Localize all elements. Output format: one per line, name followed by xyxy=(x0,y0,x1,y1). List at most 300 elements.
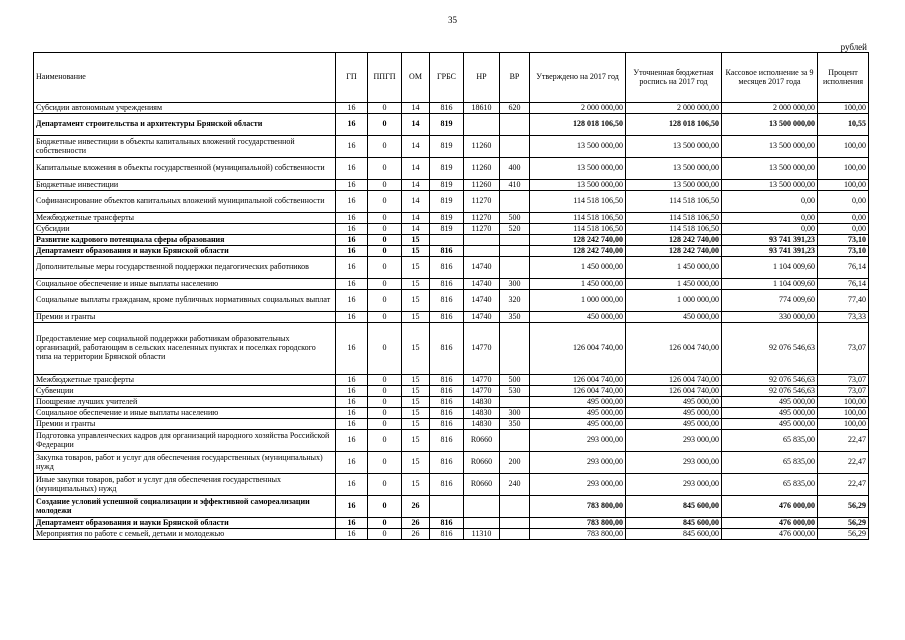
row-grbs: 819 xyxy=(430,136,464,158)
row-grbs: 816 xyxy=(430,279,464,290)
row-ppgp: 0 xyxy=(368,136,402,158)
row-approved: 1 450 000,00 xyxy=(530,257,626,279)
table-row xyxy=(34,191,869,213)
row-approved: 495 000,00 xyxy=(530,397,626,408)
row-revised: 126 004 740,00 xyxy=(626,375,722,386)
row-gp: 16 xyxy=(336,257,368,279)
row-name: Мероприятия по работе с семьей, детьми и молодежью xyxy=(34,529,336,540)
row-np: 11270 xyxy=(464,224,500,235)
row-percent: 10,55 xyxy=(818,114,869,136)
row-approved: 783 800,00 xyxy=(530,529,626,540)
row-name: Субсидии автономным учреждениям xyxy=(34,103,336,114)
row-cash: 13 500 000,00 xyxy=(722,136,818,158)
row-np: 11260 xyxy=(464,158,500,180)
row-revised: 845 600,00 xyxy=(626,529,722,540)
row-grbs: 816 xyxy=(430,257,464,279)
row-om: 15 xyxy=(402,257,430,279)
header-revised: Уточненная бюджетная роспись на 2017 год xyxy=(626,53,722,103)
row-percent: 100,00 xyxy=(818,408,869,419)
row-ppgp: 0 xyxy=(368,224,402,235)
row-gp: 16 xyxy=(336,496,368,518)
row-cash: 13 500 000,00 xyxy=(722,114,818,136)
row-gp: 16 xyxy=(336,136,368,158)
row-revised: 114 518 106,50 xyxy=(626,191,722,213)
row-grbs: 816 xyxy=(430,419,464,430)
row-cash: 93 741 391,23 xyxy=(722,246,818,257)
row-np: 11270 xyxy=(464,191,500,213)
row-ppgp: 0 xyxy=(368,290,402,312)
row-revised: 128 242 740,00 xyxy=(626,235,722,246)
row-np: 11310 xyxy=(464,529,500,540)
row-percent: 0,00 xyxy=(818,213,869,224)
row-revised: 13 500 000,00 xyxy=(626,158,722,180)
row-grbs xyxy=(430,235,464,246)
row-np: 14740 xyxy=(464,279,500,290)
header-approved: Утверждено на 2017 год xyxy=(530,53,626,103)
row-cash: 13 500 000,00 xyxy=(722,180,818,191)
row-om: 26 xyxy=(402,496,430,518)
row-np: 18610 xyxy=(464,103,500,114)
row-np: 11270 xyxy=(464,213,500,224)
row-grbs: 816 xyxy=(430,386,464,397)
row-vr xyxy=(500,397,530,408)
table-row xyxy=(34,386,869,397)
row-approved: 13 500 000,00 xyxy=(530,136,626,158)
row-percent: 100,00 xyxy=(818,136,869,158)
row-vr xyxy=(500,257,530,279)
row-cash: 92 076 546,63 xyxy=(722,386,818,397)
row-name: Предоставление мер социальной поддержки работникам образовательных организаций, работающим в сельских населенных пунктах и поселках городского типа на территории Брянской области xyxy=(34,323,336,375)
row-percent: 0,00 xyxy=(818,191,869,213)
table-row xyxy=(34,529,869,540)
row-gp: 16 xyxy=(336,235,368,246)
table-body xyxy=(34,103,869,540)
row-vr xyxy=(500,235,530,246)
table-row xyxy=(34,180,869,191)
units-label: рублей xyxy=(840,42,867,52)
table-row xyxy=(34,323,869,375)
row-ppgp: 0 xyxy=(368,191,402,213)
row-ppgp: 0 xyxy=(368,158,402,180)
row-gp: 16 xyxy=(336,397,368,408)
row-percent: 22,47 xyxy=(818,474,869,496)
row-np: 14830 xyxy=(464,397,500,408)
row-vr xyxy=(500,529,530,540)
row-np: 14830 xyxy=(464,419,500,430)
header-percent: Процент исполнения xyxy=(818,53,869,103)
row-gp: 16 xyxy=(336,191,368,213)
row-cash: 65 835,00 xyxy=(722,474,818,496)
row-ppgp: 0 xyxy=(368,397,402,408)
row-np: 11260 xyxy=(464,180,500,191)
row-np: R0660 xyxy=(464,474,500,496)
row-vr: 500 xyxy=(500,375,530,386)
row-cash: 2 000 000,00 xyxy=(722,103,818,114)
row-ppgp: 0 xyxy=(368,180,402,191)
row-name: Капитальные вложения в объекты государственной (муниципальной) собственности xyxy=(34,158,336,180)
row-percent: 76,14 xyxy=(818,279,869,290)
row-np xyxy=(464,235,500,246)
table-row xyxy=(34,397,869,408)
row-name: Бюджетные инвестиции в объекты капитальных вложений государственной собственности xyxy=(34,136,336,158)
header-cash: Кассовое исполнение за 9 месяцев 2017 года xyxy=(722,53,818,103)
header-grbs: ГРБС xyxy=(430,53,464,103)
row-percent: 22,47 xyxy=(818,430,869,452)
row-vr: 300 xyxy=(500,408,530,419)
row-cash: 1 104 009,60 xyxy=(722,279,818,290)
row-ppgp: 0 xyxy=(368,279,402,290)
row-percent: 73,07 xyxy=(818,375,869,386)
row-cash: 0,00 xyxy=(722,213,818,224)
row-vr xyxy=(500,136,530,158)
row-vr: 520 xyxy=(500,224,530,235)
row-revised: 126 004 740,00 xyxy=(626,323,722,375)
row-gp: 16 xyxy=(336,375,368,386)
row-grbs: 819 xyxy=(430,224,464,235)
table-row xyxy=(34,235,869,246)
row-gp: 16 xyxy=(336,323,368,375)
row-om: 14 xyxy=(402,191,430,213)
row-cash: 65 835,00 xyxy=(722,452,818,474)
row-name: Бюджетные инвестиции xyxy=(34,180,336,191)
row-percent: 100,00 xyxy=(818,158,869,180)
row-vr xyxy=(500,191,530,213)
row-cash: 495 000,00 xyxy=(722,397,818,408)
row-approved: 783 800,00 xyxy=(530,518,626,529)
row-np: R0660 xyxy=(464,430,500,452)
row-ppgp: 0 xyxy=(368,323,402,375)
row-name: Межбюджетные трансферты xyxy=(34,213,336,224)
row-ppgp: 0 xyxy=(368,257,402,279)
header-name: Наименование xyxy=(34,53,336,103)
row-vr: 530 xyxy=(500,386,530,397)
row-om: 14 xyxy=(402,103,430,114)
budget-table xyxy=(33,52,869,540)
row-name: Иные закупки товаров, работ и услуг для обеспечения государственных (муниципальных) нужд xyxy=(34,474,336,496)
row-om: 15 xyxy=(402,235,430,246)
row-np xyxy=(464,496,500,518)
row-approved: 495 000,00 xyxy=(530,419,626,430)
row-name: Субсидии xyxy=(34,224,336,235)
row-approved: 13 500 000,00 xyxy=(530,158,626,180)
row-grbs: 816 xyxy=(430,323,464,375)
row-vr: 350 xyxy=(500,312,530,323)
row-ppgp: 0 xyxy=(368,235,402,246)
table-row xyxy=(34,213,869,224)
row-percent: 100,00 xyxy=(818,103,869,114)
row-revised: 126 004 740,00 xyxy=(626,386,722,397)
row-cash: 495 000,00 xyxy=(722,408,818,419)
row-np: 11260 xyxy=(464,136,500,158)
row-name: Дополнительные меры государственной поддержки педагогических работников xyxy=(34,257,336,279)
row-cash: 92 076 546,63 xyxy=(722,323,818,375)
row-name: Премии и гранты xyxy=(34,312,336,323)
row-np xyxy=(464,518,500,529)
row-np: 14770 xyxy=(464,386,500,397)
row-gp: 16 xyxy=(336,312,368,323)
row-name: Софинансирование объектов капитальных вложений муниципальной собственности xyxy=(34,191,336,213)
table-row xyxy=(34,474,869,496)
row-om: 14 xyxy=(402,180,430,191)
table-row xyxy=(34,279,869,290)
row-grbs: 816 xyxy=(430,474,464,496)
row-gp: 16 xyxy=(336,386,368,397)
row-revised: 495 000,00 xyxy=(626,419,722,430)
row-ppgp: 0 xyxy=(368,496,402,518)
row-revised: 495 000,00 xyxy=(626,397,722,408)
row-vr: 620 xyxy=(500,103,530,114)
row-ppgp: 0 xyxy=(368,430,402,452)
row-percent: 100,00 xyxy=(818,397,869,408)
header-gp: ГП xyxy=(336,53,368,103)
table-row xyxy=(34,257,869,279)
row-cash: 495 000,00 xyxy=(722,419,818,430)
row-percent: 73,10 xyxy=(818,246,869,257)
row-approved: 114 518 106,50 xyxy=(530,191,626,213)
table-row xyxy=(34,114,869,136)
row-revised: 1 000 000,00 xyxy=(626,290,722,312)
row-gp: 16 xyxy=(336,279,368,290)
row-cash: 330 000,00 xyxy=(722,312,818,323)
row-cash: 13 500 000,00 xyxy=(722,158,818,180)
row-percent: 73,10 xyxy=(818,235,869,246)
row-name: Департамент образования и науки Брянской области xyxy=(34,246,336,257)
row-vr: 240 xyxy=(500,474,530,496)
row-ppgp: 0 xyxy=(368,419,402,430)
row-gp: 16 xyxy=(336,213,368,224)
row-grbs: 819 xyxy=(430,213,464,224)
row-gp: 16 xyxy=(336,246,368,257)
row-om: 14 xyxy=(402,114,430,136)
row-gp: 16 xyxy=(336,290,368,312)
row-np xyxy=(464,114,500,136)
row-gp: 16 xyxy=(336,408,368,419)
row-revised: 293 000,00 xyxy=(626,430,722,452)
row-revised: 293 000,00 xyxy=(626,452,722,474)
row-approved: 114 518 106,50 xyxy=(530,224,626,235)
row-approved: 293 000,00 xyxy=(530,474,626,496)
table-row xyxy=(34,375,869,386)
row-om: 15 xyxy=(402,452,430,474)
row-revised: 450 000,00 xyxy=(626,312,722,323)
table-row xyxy=(34,158,869,180)
row-ppgp: 0 xyxy=(368,474,402,496)
row-np: 14830 xyxy=(464,408,500,419)
row-name: Премии и гранты xyxy=(34,419,336,430)
header-vr: ВР xyxy=(500,53,530,103)
row-cash: 92 076 546,63 xyxy=(722,375,818,386)
row-grbs: 816 xyxy=(430,408,464,419)
row-ppgp: 0 xyxy=(368,246,402,257)
row-approved: 128 242 740,00 xyxy=(530,246,626,257)
row-om: 14 xyxy=(402,158,430,180)
row-name: Межбюджетные трансферты xyxy=(34,375,336,386)
row-grbs: 819 xyxy=(430,191,464,213)
row-om: 14 xyxy=(402,224,430,235)
row-vr: 410 xyxy=(500,180,530,191)
row-om: 26 xyxy=(402,518,430,529)
table-row xyxy=(34,430,869,452)
row-om: 15 xyxy=(402,323,430,375)
header-ppgp: ППГП xyxy=(368,53,402,103)
row-revised: 1 450 000,00 xyxy=(626,257,722,279)
row-name: Субвенции xyxy=(34,386,336,397)
row-grbs: 816 xyxy=(430,452,464,474)
row-gp: 16 xyxy=(336,419,368,430)
table-row xyxy=(34,496,869,518)
row-cash: 476 000,00 xyxy=(722,529,818,540)
row-om: 15 xyxy=(402,375,430,386)
row-approved: 2 000 000,00 xyxy=(530,103,626,114)
row-gp: 16 xyxy=(336,474,368,496)
table-row xyxy=(34,224,869,235)
row-gp: 16 xyxy=(336,518,368,529)
row-ppgp: 0 xyxy=(368,312,402,323)
row-om: 15 xyxy=(402,397,430,408)
row-ppgp: 0 xyxy=(368,452,402,474)
row-om: 15 xyxy=(402,419,430,430)
row-ppgp: 0 xyxy=(368,518,402,529)
row-vr: 320 xyxy=(500,290,530,312)
row-approved: 495 000,00 xyxy=(530,408,626,419)
header-om: ОМ xyxy=(402,53,430,103)
row-percent: 100,00 xyxy=(818,180,869,191)
row-vr xyxy=(500,518,530,529)
row-ppgp: 0 xyxy=(368,529,402,540)
table-header xyxy=(34,53,869,103)
row-grbs: 816 xyxy=(430,397,464,408)
row-vr xyxy=(500,323,530,375)
row-np: 14770 xyxy=(464,375,500,386)
row-grbs: 816 xyxy=(430,518,464,529)
row-revised: 2 000 000,00 xyxy=(626,103,722,114)
row-percent: 73,07 xyxy=(818,386,869,397)
row-percent: 22,47 xyxy=(818,452,869,474)
row-approved: 293 000,00 xyxy=(530,452,626,474)
table-row xyxy=(34,452,869,474)
row-approved: 126 004 740,00 xyxy=(530,375,626,386)
table-row xyxy=(34,419,869,430)
row-cash: 0,00 xyxy=(722,191,818,213)
row-gp: 16 xyxy=(336,180,368,191)
row-om: 15 xyxy=(402,312,430,323)
row-om: 15 xyxy=(402,474,430,496)
row-name: Развитие кадрового потенциала сферы образования xyxy=(34,235,336,246)
row-ppgp: 0 xyxy=(368,213,402,224)
row-grbs: 816 xyxy=(430,375,464,386)
row-grbs: 816 xyxy=(430,430,464,452)
row-grbs xyxy=(430,496,464,518)
row-approved: 450 000,00 xyxy=(530,312,626,323)
row-cash: 774 009,60 xyxy=(722,290,818,312)
row-gp: 16 xyxy=(336,103,368,114)
row-grbs: 816 xyxy=(430,290,464,312)
row-percent: 76,14 xyxy=(818,257,869,279)
row-grbs: 819 xyxy=(430,114,464,136)
table-row xyxy=(34,246,869,257)
row-cash: 476 000,00 xyxy=(722,496,818,518)
row-approved: 114 518 106,50 xyxy=(530,213,626,224)
row-ppgp: 0 xyxy=(368,114,402,136)
row-np: 14740 xyxy=(464,312,500,323)
row-percent: 73,07 xyxy=(818,323,869,375)
row-om: 15 xyxy=(402,386,430,397)
row-ppgp: 0 xyxy=(368,375,402,386)
row-cash: 1 104 009,60 xyxy=(722,257,818,279)
row-vr: 400 xyxy=(500,158,530,180)
row-gp: 16 xyxy=(336,158,368,180)
row-approved: 1 450 000,00 xyxy=(530,279,626,290)
row-name: Социальное обеспечение и иные выплаты населению xyxy=(34,408,336,419)
row-revised: 1 450 000,00 xyxy=(626,279,722,290)
row-om: 15 xyxy=(402,430,430,452)
row-name: Социальное обеспечение и иные выплаты населению xyxy=(34,279,336,290)
row-ppgp: 0 xyxy=(368,408,402,419)
row-vr: 350 xyxy=(500,419,530,430)
row-cash: 93 741 391,23 xyxy=(722,235,818,246)
row-gp: 16 xyxy=(336,452,368,474)
row-grbs: 816 xyxy=(430,246,464,257)
row-revised: 128 018 106,50 xyxy=(626,114,722,136)
page-number: 35 xyxy=(448,15,457,25)
row-revised: 114 518 106,50 xyxy=(626,224,722,235)
row-ppgp: 0 xyxy=(368,103,402,114)
row-name: Социальные выплаты гражданам, кроме публичных нормативных социальных выплат xyxy=(34,290,336,312)
row-cash: 65 835,00 xyxy=(722,430,818,452)
row-approved: 13 500 000,00 xyxy=(530,180,626,191)
table-row xyxy=(34,136,869,158)
row-grbs: 816 xyxy=(430,312,464,323)
row-om: 14 xyxy=(402,136,430,158)
row-vr: 200 xyxy=(500,452,530,474)
row-np: 14740 xyxy=(464,290,500,312)
row-approved: 128 242 740,00 xyxy=(530,235,626,246)
row-revised: 293 000,00 xyxy=(626,474,722,496)
row-om: 15 xyxy=(402,279,430,290)
row-approved: 128 018 106,50 xyxy=(530,114,626,136)
row-grbs: 819 xyxy=(430,158,464,180)
row-grbs: 819 xyxy=(430,180,464,191)
row-np: 14770 xyxy=(464,323,500,375)
table-row xyxy=(34,103,869,114)
row-revised: 495 000,00 xyxy=(626,408,722,419)
table-row xyxy=(34,408,869,419)
row-vr: 300 xyxy=(500,279,530,290)
row-grbs: 816 xyxy=(430,103,464,114)
table-row xyxy=(34,290,869,312)
row-name: Подготовка управленческих кадров для организаций народного хозяйства Российской Федерации xyxy=(34,430,336,452)
row-name: Закупка товаров, работ и услуг для обеспечения государственных (муниципальных) нужд xyxy=(34,452,336,474)
row-approved: 1 000 000,00 xyxy=(530,290,626,312)
row-om: 15 xyxy=(402,408,430,419)
row-name: Создание условий успешной социализации и эффективной самореализации молодежи xyxy=(34,496,336,518)
row-revised: 845 600,00 xyxy=(626,518,722,529)
row-vr xyxy=(500,496,530,518)
row-revised: 13 500 000,00 xyxy=(626,180,722,191)
row-gp: 16 xyxy=(336,529,368,540)
row-revised: 845 600,00 xyxy=(626,496,722,518)
table-row xyxy=(34,312,869,323)
row-approved: 126 004 740,00 xyxy=(530,386,626,397)
row-om: 15 xyxy=(402,290,430,312)
row-np: 14740 xyxy=(464,257,500,279)
row-om: 14 xyxy=(402,213,430,224)
row-percent: 56,29 xyxy=(818,496,869,518)
row-om: 26 xyxy=(402,529,430,540)
row-vr: 500 xyxy=(500,213,530,224)
header-np: НР xyxy=(464,53,500,103)
row-vr xyxy=(500,114,530,136)
